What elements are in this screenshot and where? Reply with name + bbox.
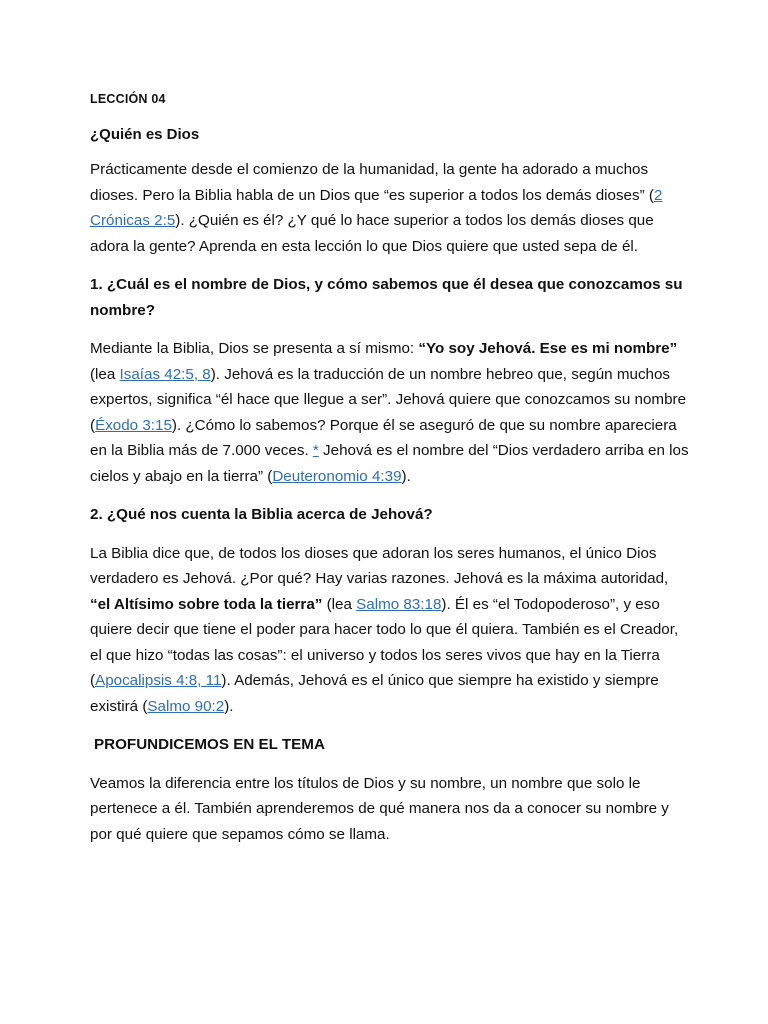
answer-1-text-1: Mediante la Biblia, Dios se presenta a sí mismo:	[90, 340, 419, 357]
answer-2-paragraph	[90, 541, 690, 720]
link-isaias[interactable]: Isaías 42:5, 8	[119, 365, 211, 383]
answer-1-text-6: ).	[401, 467, 411, 485]
answer-1-bold-quote: “Yo soy Jehová. Ese es mi nombre”	[418, 340, 678, 357]
link-salmo-90[interactable]: Salmo 90:2	[147, 697, 225, 715]
link-footnote[interactable]: *	[312, 442, 319, 459]
question-1: 1. ¿Cuál es el nombre de Dios, y cómo sabemos que él desea que conozcamos su nombre?	[90, 276, 683, 319]
answer-2-text-5: ).	[224, 697, 234, 715]
link-deuteronomio[interactable]: Deuteronomio 4:39	[272, 467, 402, 485]
question-2: 2. ¿Qué nos cuenta la Biblia acerca de Jehová?	[90, 506, 433, 523]
answer-1-paragraph	[90, 336, 690, 489]
deeper-heading: PROFUNDICEMOS EN EL TEMA	[94, 736, 325, 753]
lesson-title: ¿Quién es Dios	[90, 126, 200, 143]
document-body	[90, 92, 690, 860]
answer-1-text-3: ). Jehová es la traducción de un nombre hebreo que, según muchos expertos, significa “él hace que llegue a ser”. Jehová quiere que conozcamos su nombre (	[90, 365, 687, 434]
answer-2-text-2: (lea	[322, 595, 357, 613]
deeper-paragraph: Veamos la diferencia entre los títulos de Dios y su nombre, un nombre que solo le pertenece a él. También aprenderemos de qué manera nos da a conocer su nombre y por qué quiere que sepamos cómo se llama.	[90, 774, 669, 843]
link-2-cronicas[interactable]: 2 Crónicas 2:5	[90, 186, 663, 229]
link-apocalipsis[interactable]: Apocalipsis 4:8, 11	[95, 672, 222, 689]
intro-text-2: ). ¿Quién es él? ¿Y qué lo hace superior a todos los demás dioses que adora la gente? Aprenda en esta lección lo que Dios quiere que usted sepa de él.	[90, 212, 654, 255]
lesson-label: LECCIÓN 04	[90, 92, 166, 106]
intro-paragraph	[90, 157, 690, 259]
answer-1-text-5: Jehová es el nombre del “Dios verdadero arriba en los cielos y abajo en la tierra” (	[90, 442, 689, 485]
link-exodo[interactable]: Éxodo 3:15	[95, 416, 172, 434]
link-salmo-83[interactable]: Salmo 83:18	[356, 595, 442, 613]
answer-2-text-1: La Biblia dice que, de todos los dioses que adoran los seres humanos, el único Dios verdadero es Jehová. ¿Por qué? Hay varias razones. Jehová es la máxima autoridad,	[90, 544, 669, 587]
answer-2-bold-quote: “el Altísimo sobre toda la tierra”	[90, 595, 323, 613]
answer-1-text-4: ). ¿Cómo lo sabemos? Porque él se aseguró de que su nombre apareciera en la Biblia más de 7.000 veces.	[90, 416, 677, 459]
answer-2-text-3: ). Él es “el Todopoderoso”, y eso quiere decir que tiene el poder para hacer todo lo que él quiera. También es el Creador, el que hizo “todas las cosas”: el universo y todos los seres vivos que hay en la Tierra (	[90, 595, 679, 689]
intro-text-1: Prácticamente desde el comienzo de la humanidad, la gente ha adorado a muchos dioses. Pero la Biblia habla de un Dios que “es superior a todos los demás dioses” (	[90, 161, 654, 204]
answer-2-text-4: ). Además, Jehová es el único que siempre ha existido y siempre existirá (	[90, 672, 659, 715]
answer-1-text-2: (lea	[90, 365, 120, 383]
